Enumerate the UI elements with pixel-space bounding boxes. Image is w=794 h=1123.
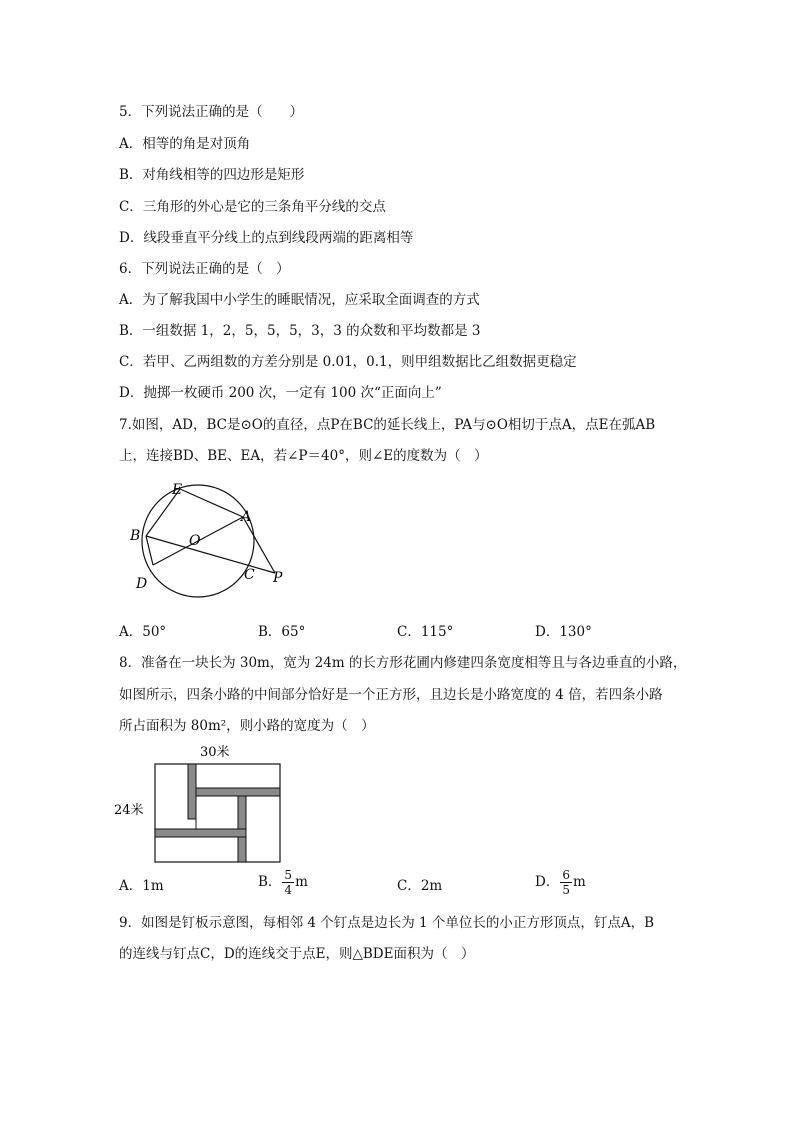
q7-option-b: B．65° (258, 624, 306, 640)
center-square (196, 796, 238, 829)
label-e: E (172, 482, 183, 498)
q7-circle-figure (118, 474, 298, 614)
q6-option-b: B．一组数据 1，2，5，5，5，3，3 的众数和平均数都是 3 (119, 323, 481, 339)
q5-option-c: C．三角形的外心是它的三条角平分线的交点 (119, 199, 386, 215)
height-label: 24米 (114, 803, 144, 818)
q8-stem-line2: 如图所示，四条小路的中间部分恰好是一个正方形，且边长是小路宽度的 4 倍，若四条小路 (119, 687, 663, 703)
q7-stem-line2: 上，连接BD、BE、EA，若∠P＝40°，则∠E的度数为（ ） (119, 448, 488, 464)
q8-option-d-unit: m (572, 874, 586, 890)
label-c: C (244, 567, 255, 583)
path-right (196, 788, 280, 796)
q7-stem-line1: 7.如图，AD，BC是⊙O的直径，点P在BC的延长线上，PA与⊙O相切于点A，点E在弧AB (119, 417, 656, 433)
label-b: B (130, 528, 141, 544)
q8-stem-line1: 8．准备在一块长为 30m，宽为 24m 的长方形花圃内修建四条宽度相等且与各边垂直的小路， (119, 655, 687, 671)
q9-stem-line1: 9．如图是钉板示意图，每相邻 4 个钉点是边长为 1 个单位长的小正方形顶点，钉点A，B (119, 915, 655, 931)
path-left (155, 829, 246, 837)
segment-bd (146, 536, 153, 565)
q8-option-b-unit: m (295, 874, 308, 890)
q9-stem-line2: 的连线与钉点C，D的连线交于点E，则△BDE面积为（ ） (119, 946, 475, 962)
label-a: A (241, 509, 252, 525)
q8-option-b (258, 868, 308, 897)
q8-option-c: C．2m (397, 878, 443, 894)
label-p: P (273, 570, 283, 586)
q8-stem-line3: 所占面积为 80m²，则小路的宽度为（ ） (119, 718, 375, 734)
q8-option-d-label: D． (535, 874, 560, 890)
path-top (188, 764, 196, 819)
segment-ea (180, 489, 243, 517)
q5-option-b: B．对角线相等的四边形是矩形 (119, 167, 305, 183)
q8-option-d (535, 868, 586, 897)
line-bp (146, 536, 275, 573)
q8-option-a: A．1m (119, 878, 164, 894)
q6-stem: 6．下列说法正确的是（ ） (119, 261, 290, 277)
q8-garden-figure (112, 738, 292, 866)
q6-option-d: D．抛掷一枚硬币 200 次，一定有 100 次“正面向上” (119, 385, 442, 401)
q8-option-b-label: B． (258, 874, 282, 890)
q6-option-a: A．为了解我国中小学生的睡眠情况，应采取全面调查的方式 (119, 292, 480, 308)
fraction-6-5: $\frac{6}{5}$ (562, 868, 570, 897)
q5-option-d: D．线段垂直平分线上的点到线段两端的距离相等 (119, 230, 414, 246)
q7-option-c: C．115° (397, 624, 454, 640)
label-d: D (136, 576, 148, 592)
q7-option-a: A．50° (119, 624, 167, 640)
q5-option-a: A．相等的角是对顶角 (119, 136, 251, 152)
label-o: O (189, 533, 201, 549)
width-label: 30米 (200, 745, 230, 760)
q6-option-c: C．若甲、乙两组数的方差分别是 0.01，0.1，则甲组数据比乙组数据更稳定 (119, 354, 577, 370)
q7-option-d: D．130° (535, 624, 592, 640)
q5-stem: 5．下列说法正确的是（ ） (119, 104, 304, 120)
fraction-5-4: $\frac{5}{4}$ (284, 868, 293, 897)
